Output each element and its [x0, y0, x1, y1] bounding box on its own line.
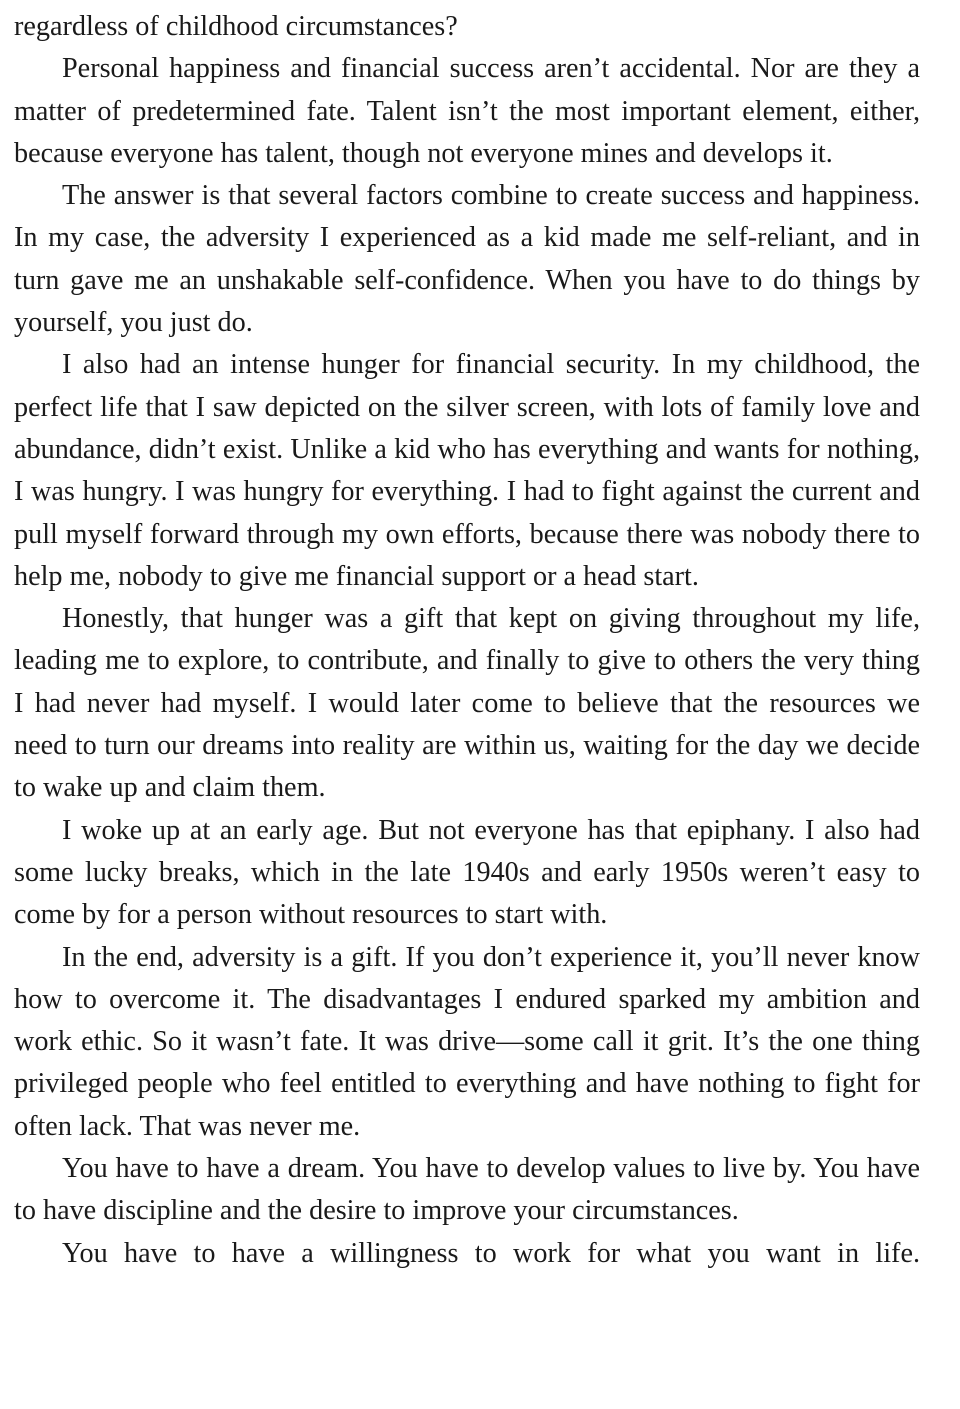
paragraph: You have to have a willingness to work for what you want in life. — [62, 1237, 920, 1269]
paragraph: In the end, adversity is a gift. If you don’t experience it, you’ll never know how to overcome it. The disadvantages I endured sparked my ambition and work ethic. So it wasn’t fate. It was drive—some call it grit. It’s the one thing privileged people who feel entitled to everything and have nothing to fight for often lack. That was never me. — [14, 941, 920, 1142]
paragraph: I woke up at an early age. But not everyone has that epiphany. I also had some lucky breaks, which in the late 1940s and early 1950s weren’t easy to come by for a person without resources to start with. — [14, 814, 920, 931]
paragraph: The answer is that several factors combine to create success and happiness. In my case, the adversity I experienced as a kid made me self-reliant, and in turn gave me an unshakable self-confidence. When you have to do things by yourself, you just do. — [14, 180, 920, 339]
paragraph-continuation: regardless of childhood circumstances? — [14, 11, 458, 42]
paragraph: You have to have a dream. You have to develop values to live by. You have to have discipline and the desire to improve your circumstances. — [14, 1153, 920, 1227]
book-page — [14, 6, 920, 1275]
paragraph: Personal happiness and financial success aren’t accidental. Nor are they a matter of predetermined fate. Talent isn’t the most important element, either, because everyone has talent, though not everyone mines and develops it. — [14, 53, 920, 169]
paragraph: Honestly, that hunger was a gift that kept on giving throughout my life, leading me to explore, to contribute, and finally to give to others the very thing I had never had myself. I would later come to believe that the resources we need to turn our dreams into reality are within us, waiting for the day we decide to wake up and claim them. — [14, 603, 920, 804]
paragraph: I also had an intense hunger for financial security. In my childhood, the perfect life that I saw depicted on the silver screen, with lots of family love and abundance, didn’t exist. Unlike a kid who has everything and wants for nothing, I was hungry. I was hungry for everything. I had to fight against the current and pull myself forward through my own efforts, because there was nobody there to help me, nobody to give me financial support or a head start. — [14, 349, 920, 592]
